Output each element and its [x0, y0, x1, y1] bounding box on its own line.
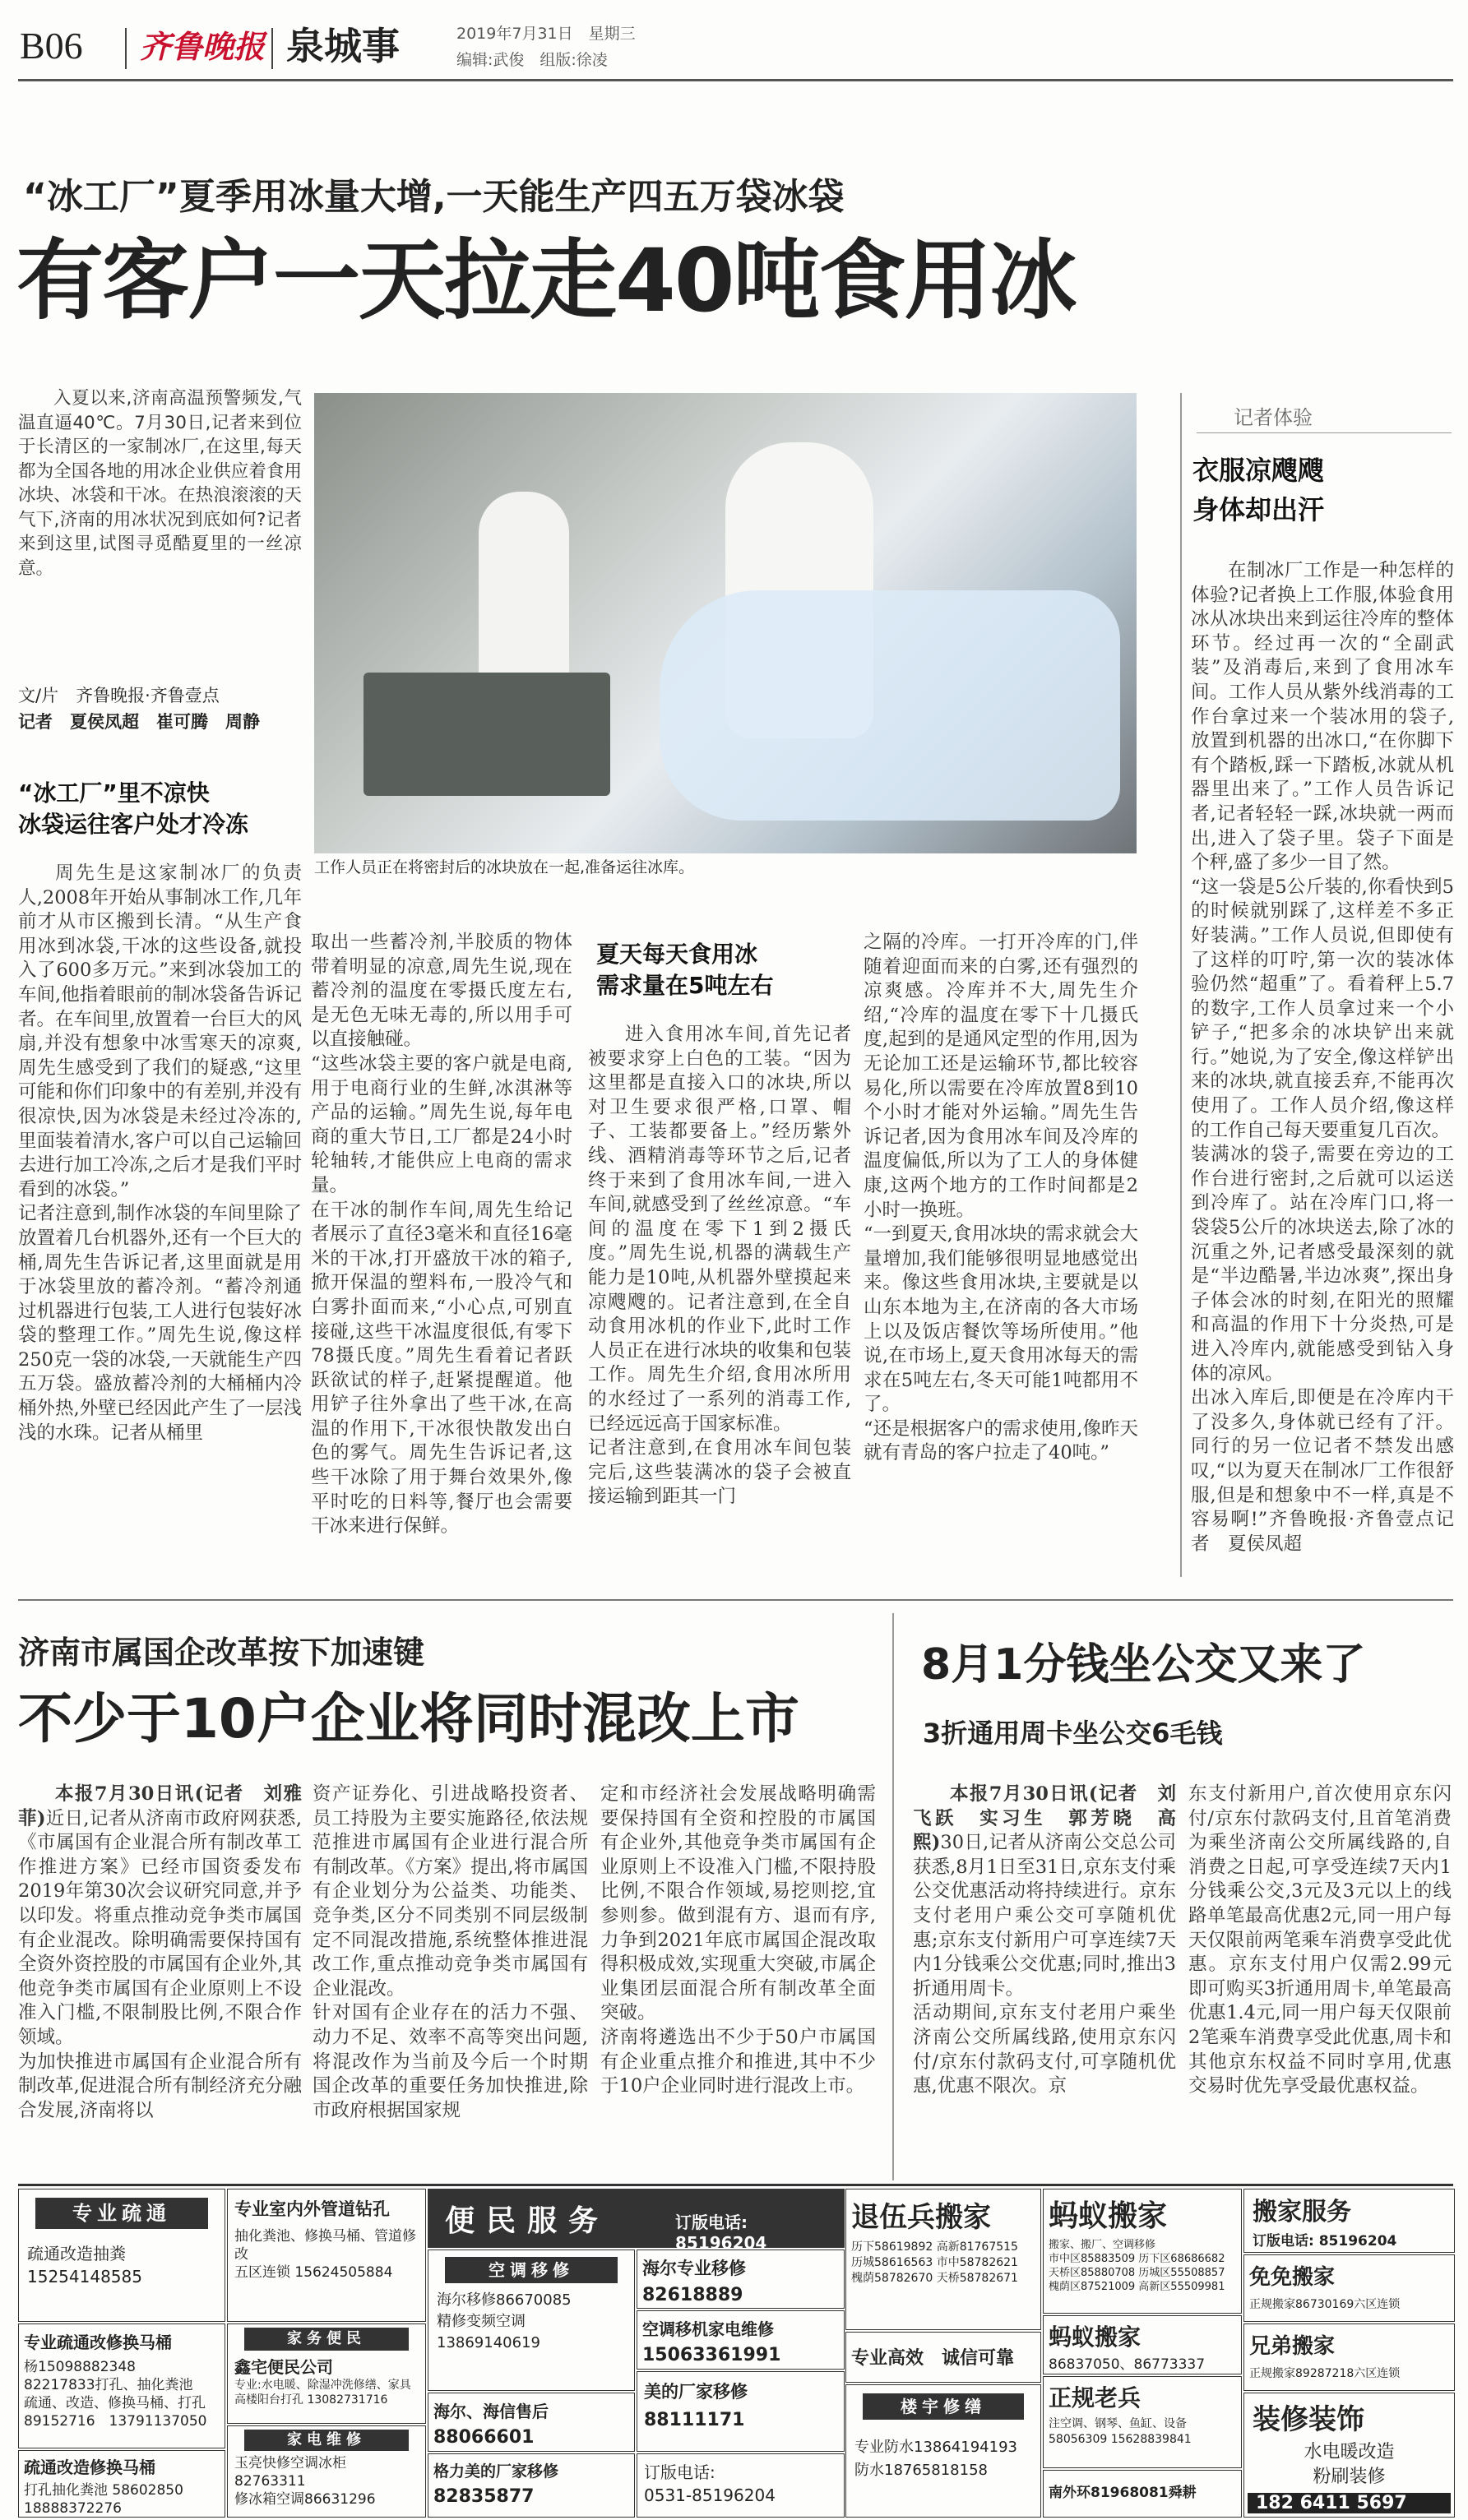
story1-column-3: 进入食用冰车间,首先记者被要求穿上白色的工装。“因为这里都是直接入口的冰块,所以对卫生要求很严格,口罩、帽子、工装都要备上。”经历紫外线、酒精消毒等环节之后,记者终于来到了食用冰车间,一进入车间,就感受到了丝丝凉意。“车间的温度在零下1到2摄氏度。”周先生说,机器的满载生产能力是10吨,从机器外壁摸起来凉飕飕的。记者注意到,在全自动食用冰机的作业下,此时工作人员正在进行冰块的收集和包装工作。周先生介绍,食用冰所用的水经过了一系列的消毒工作,已经远远高于国家标准。 记者注意到,在食用冰车间包装完后,这些装满冰的袋子会被直接运输到距其一门 — [588, 1024, 851, 1508]
ad-title: 海尔、海信售后 — [433, 2402, 549, 2421]
ad-text: 海尔移修86670085 精修变频空调 13869140619 — [437, 2291, 572, 2351]
story2-column-1 — [18, 1782, 302, 2177]
ad-free-movers — [1243, 2254, 1455, 2322]
ad-gree — [428, 2453, 635, 2518]
ad-brothers-movers — [1243, 2323, 1455, 2391]
ad-convenience-header — [428, 2189, 845, 2253]
issue-date: 2019年7月31日 星期三 — [456, 25, 636, 43]
ad-title: 正规老兵 — [1049, 2384, 1142, 2411]
masthead-divider — [125, 28, 127, 69]
sidebar-tag: 记者体验 — [1234, 406, 1313, 429]
ad-title: 免免搬家 — [1249, 2265, 1336, 2290]
ad-text: 正规搬家89287218六区连锁 — [1249, 2367, 1401, 2380]
ad-title: 海尔专业移修 — [642, 2259, 746, 2278]
story3-headline: 8月1分钱坐公交又来了 — [921, 1640, 1366, 1690]
story1-column-2: 取出一些蓄冷剂,半胶质的物体带着明显的凉意,周先生说,现在蓄冷剂的温度在零摄氏度左右,是无色无味无毒的,所以用手可以直接触碰。 “这些冰袋主要的客户就是电商,用于电商行业的生鲜,冰淇淋等产品的运输。”周先生说,每年电商的重大节日,工厂都是24小时轮轴转,才能供应上电商的需求量。 在干冰的制作车间,周先生给记者展示了直径3毫米和直径16毫米的干冰,打开盛放干冰的箱子,掀开保温的塑料布,一股冷气和白雾扑面而来,“小心点,可别直接碰,这些干冰温度很低,有零下78摄氏度。”周先生看着记者跃跃欲试的样子,赶紧提醒道。他用铲子往外拿出了些干冰,在高温的作用下,干冰很快散发出白色的雾气。周先生告诉记者,这些干冰除了用于舞台效果外,像平时吃的日料等,餐厅也会需要干冰来进行保鲜。 — [311, 932, 572, 1537]
story2-column-1-text: 近日,记者从济南市政府网获悉,《市属国有企业混合所有制改革工作推进方案》已经市国资委发布2019年第30次会议研究同意,并予以印发。将重点推动竞争类市属国有企业混改。除明确需要保持国有全资外资控股的市属国有企业外,其他竞争类市属国有企业原则上不设准入门槛,不限制股比例,不限合作领域。 为加快推进市属国有企业混合所有制改革,促进混合所有制经济充分融合发展,济南将以 — [18, 1807, 302, 2121]
ad-text: 打孔抽化粪池 58602850 18888372276 — [24, 2482, 183, 2517]
section-divider — [18, 1599, 1453, 1601]
ad-tag: 专业疏通 — [35, 2198, 208, 2229]
ads-divider — [18, 2184, 1453, 2186]
ad-title: 兄弟搬家 — [1249, 2334, 1336, 2359]
story2-kicker: 济南市属国企改革按下加速键 — [18, 1635, 425, 1671]
ad-title: 退伍兵搬家 — [851, 2201, 991, 2234]
ad-title: 鑫宅便民公司 — [234, 2357, 333, 2377]
subhead-1: “冰工厂”里不凉快 冰袋运往客户处才冷冻 — [18, 779, 249, 838]
ad-pipe-drilling — [227, 2189, 426, 2322]
ad-text: 抽化粪池、修换马桶、管道修改 五区连锁 15624505884 — [234, 2228, 416, 2281]
ad-haier — [637, 2250, 845, 2309]
story2-headline: 不少于10户企业将同时混改上市 — [18, 1687, 799, 1750]
ad-phone: 82835877 — [433, 2486, 535, 2507]
ad-text: 订版电话: 0531-85196204 — [644, 2462, 776, 2505]
paper-logo: 齐鲁晚报 — [140, 29, 266, 65]
byline-1: 文/片 齐鲁晚报·齐鲁壹点 — [18, 686, 220, 705]
section-title: 泉城事 — [286, 24, 400, 68]
ad-phone: 88066601 — [433, 2427, 535, 2448]
photo-ice-bags — [660, 590, 1120, 821]
ad-tag: 空调移修 — [445, 2257, 618, 2283]
story3-column-2: 东支付新用户,首次使用京东闪付/京东付款码支付,且首笔消费为乘坐济南公交所属线路的,自消费之日起,可享受连续7天内1分钱乘公交,3元及3元以上的线路单笔最高优惠2元,同一用户每天仅限前两笔乘车消费享受此优惠。京东支付用户仅需2.99元即可购买3折通用周卡,单笔最高优惠1.4元,同一用户每天仅限前2笔乘车消费享受此优惠,周卡和其他京东权益不同时享用,优惠交易时优先享受最优惠权益。 — [1188, 1783, 1452, 2097]
ad-professional — [845, 2332, 1041, 2383]
ad-text: 历下58619892 高新81767515 历城58616563 市中58782621 槐荫58782670 天桥58782671 — [851, 2240, 1018, 2285]
editor-credit: 编辑:武俊 组版:徐凌 — [456, 51, 608, 69]
story3-lead: 本报7月30日讯(记者 刘飞跃 实习生 郭芳晓 高熙) — [913, 1783, 1176, 1854]
ad-text: 专业防水13864194193 防水18765818158 — [854, 2439, 1017, 2479]
ad-text: 玉亮快修空调冰柜 82763311 修冰箱空调86631296 — [234, 2455, 376, 2508]
sidebar-divider — [1180, 393, 1182, 1577]
ad-phone: 82618889 — [642, 2285, 743, 2305]
ad-text: 正规搬家86730169六区连锁 — [1249, 2298, 1401, 2311]
story2-lead: 本报7月30日讯(记者 刘雅菲) — [18, 1783, 302, 1829]
ad-title: 美的厂家移修 — [644, 2382, 748, 2402]
ad-tag: 家务便民 — [244, 2328, 409, 2351]
ad-text: 专业:水电暖、除湿冲洗修缮、家具 高楼阳台打孔 13082731716 — [234, 2379, 411, 2407]
ad-title: 装修装饰 — [1253, 2403, 1364, 2436]
ad-title: 空调移机家电维修 — [642, 2319, 774, 2339]
ad-text: 水电暖改造 粉刷装修 — [1304, 2442, 1395, 2487]
ad-appliance-repair — [227, 2425, 426, 2518]
ad-dredging — [18, 2189, 225, 2322]
ad-title: 蚂蚁搬家 — [1049, 2323, 1142, 2351]
sidebar-tag-rule — [1197, 432, 1452, 433]
story2-column-2: 资产证券化、引进战略投资者、员工持股为主要实施路径,依法规范推进市属国有企业进行混合所有制改革。《方案》提出,将市属国有企业划分为公益类、功能类、竞争类,区分不同类别不同层级制定不同混改措施,系统整体推进混改工作,重点推动竞争类市属国有企业混改。 针对国有企业存在的活力不强、动力不足、效率不高等突出问题,将混改作为当前及今后一个时期国企改革的重要任务加快推进,除市政府根据国家规 — [313, 1783, 588, 2121]
ad-veteran-movers — [845, 2189, 1041, 2330]
ad-text: 86837050、86773337 — [1049, 2356, 1206, 2373]
ad-toilet-repair — [18, 2323, 225, 2448]
photo-machine — [364, 673, 610, 796]
ad-toilet-dredging — [18, 2450, 225, 2518]
ad-text: 杨15098882348 82217833打孔、抽化粪池 疏通、改造、修换马桶、打孔 89152716 13791137050 — [24, 2359, 207, 2430]
ad-home-service — [227, 2323, 426, 2424]
photo-caption: 工作人员正在将密封后的冰块放在一起,准备运往冰库。 — [314, 855, 1137, 877]
ad-title: 搬家服务 — [1253, 2198, 1351, 2226]
ad-ant-movers — [1043, 2189, 1242, 2314]
story1-column-4: 之隔的冷库。一打开冷库的门,伴随着迎面而来的白雾,还有强烈的凉爽感。冷库并不大,周先生介绍,“冷库的温度在零下十几摄氏度,起到的是通风定型的作用,因为无论加工还是运输环节,都比较容易化,所以需要在冷库放置8到10个小时才能对外运输。”周先生告诉记者,因为食用冰车间及冷库的温度偏低,所以为了工人的身体健康,这两个地方的工作时间都是2小时一换班。 “一到夏天,食用冰块的需求就会大量增加,我们能够很明显地感觉出来。像这些食用冰块,主要就是以山东本地为主,在济南的各大市场上以及饭店餐饮等场所使用。”他说,在市场上,夏天食用冰每天的需求在5吨左右,冬天可能1吨都用不了。 “还是根据客户的需求使用,像昨天就有青岛的客户拉走了40吨。” — [864, 932, 1138, 1464]
story1-headline: 有客户一天拉走40吨食用冰 — [16, 230, 1076, 331]
ad-phone: 15063361991 — [642, 2345, 781, 2365]
ad-title: 便民服务 — [445, 2204, 610, 2238]
ad-tag: 家电维修 — [244, 2430, 409, 2451]
ad-title: 格力美的厂家移修 — [433, 2462, 559, 2481]
ad-order-phone — [637, 2453, 845, 2518]
byline-2: 记者 夏侯凤超 崔可腾 周静 — [18, 712, 260, 732]
story3-subhead: 3折通用周卡坐公交6毛钱 — [923, 1718, 1223, 1749]
ad-title: 蚂蚁搬家 — [1049, 2199, 1168, 2233]
ad-title: 疏通改造修换马桶 — [24, 2458, 155, 2477]
header-rule — [18, 79, 1453, 81]
story3-column-1-text: 30日,记者从济南公交总公司获悉,8月1日至31日,京东支付乘公交优惠活动将持续进行。京东支付老用户乘公交可享随机优惠;京东支付新用户可享连续7天内1分钱乘公交优惠;同时,推出3折通用周卡。 活动期间,京东支付老用户乘坐济南公交所属线路,使用京东闪付/京东付款码支付,可享随机优惠,优惠不限次。京 — [913, 1832, 1176, 2097]
page-number: B06 — [20, 25, 83, 67]
ad-waterproof — [845, 2384, 1041, 2518]
ad-text: 注空调、钢琴、鱼缸、设备 58056309 15628839841 — [1049, 2417, 1192, 2446]
ad-title: 专业室内外管道钻孔 — [234, 2199, 390, 2219]
ad-phone: 182 6411 5697 — [1248, 2493, 1451, 2513]
ad-aircon-move — [637, 2310, 845, 2370]
ad-midea — [637, 2371, 845, 2452]
story2-column-3: 定和市经济社会发展战略明确需要保持国有全资和控股的市属国有企业外,其他竞争类市属国有企业原则上不设准入门槛,不限持股比例,不限合作领域,易挖则挖,宜参则参。做到混有方、退而有序,力争到2021年底市属国企混改取得积极成效,实现重大突破,市属企业集团层面混合所有制改革全面突破。 济南将遴选出不少于50户市属国有企业重点推介和推进,其中不少于10户企业同时进行混改上市。 — [600, 1783, 876, 2097]
ad-decoration — [1243, 2393, 1455, 2518]
sidebar-body: 在制冰厂工作是一种怎样的体验?记者换上工作服,体验食用冰从冰块出来到运往冷库的整体环节。经过再一次的“全副武装”及消毒后,来到了食用冰车间。工作人员从紫外线消毒的工作台拿过来一个装冰用的袋子,放置到机器的出冰口,“在你脚下有个踏板,踩一下踏板,冰就从机器里出来了。”工作人员告诉记者,记者轻轻一踩,冰块就一两而出,进入了袋子里。袋子下面是个秤,盛了多少一目了然。 “这一袋是5公斤装的,你看快到5的时候就别踩了,这样差不多正好装满。”工作人员说,但即使有了这样的叮咛,第一次的装冰体验仍然“超重”了。看着秤上5.7的数字,工作人员拿过来一个小铲子,“把多余的冰块铲出来就行。”她说,为了安全,像这样铲出来的冰块,就直接丢弃,不能再次使用了。工作人员介绍,像这样的工作自己每天要重复几百次。 装满冰的袋子,需要在旁边的工作台进行密封,之后就可以运送到冷库了。站在冷库门口,将一袋袋5公斤的冰块送去,除了冰的沉重之外,记者感受最深刻的就是“半边酷暑,半边冰爽”,探出身子体会冰的时刻,在阳光的照耀和高温的作用下十分炎热,可是进入冷库内,就能感受到钻入身体的凉风。 出冰入库后,即便是在冷库内干了没多久,身体就已经有了汗。同行的另一位记者不禁发出感叹,“以为夏天在制冰厂工作很舒服,但是和想象中不一样,真是不容易啊!”齐鲁晚报·齐鲁壹点记者 夏侯凤超 — [1191, 560, 1454, 1555]
ad-haier-hisense — [428, 2393, 635, 2452]
ad-regular-veteran — [1043, 2376, 1242, 2468]
ad-title: 专业高效 诚信可靠 — [851, 2348, 1015, 2369]
masthead-divider — [271, 28, 273, 69]
story3-column-1 — [913, 1782, 1176, 2177]
ad-phone: 订版电话: 85196204 — [675, 2213, 767, 2253]
ad-title: 专业疏通改修换马桶 — [24, 2333, 172, 2352]
ad-text: 搬家、搬厂、空调移修 市中区85883509 历下区68686682 天桥区85880708 历城区55508857 槐荫区87521009 高新区55509981 — [1049, 2239, 1225, 2293]
ad-tag: 楼宇修缮 — [863, 2393, 1024, 2420]
story-divider — [892, 1613, 894, 2180]
ad-aircon — [428, 2250, 635, 2391]
story1-lead: 入夏以来,济南高温预警频发,气温直逼40℃。7月30日,记者来到位于长清区的一家制冰厂,在这里,每天都为全国各地的用冰企业供应着食用冰块、冰袋和干冰。在热浪滚滚的天气下,济南的用冰状况到底如何?记者来到这里,试图寻觅酷夏里的一丝凉意。 — [18, 388, 302, 579]
subhead-2: 夏天每天食用冰 需求量在5吨左右 — [596, 941, 774, 999]
story1-column-1: 周先生是这家制冰厂的负责人,2008年开始从事制冰工作,几年前才从市区搬到长清。“从生产食用冰到冰袋,干冰的这些设备,就投入了600多万元。”来到冰袋加工的车间,他指着眼前的制冰袋备告诉记者。在车间里,放置着一台巨大的风扇,并没有想象中冰雪寒天的凉爽,周先生感受到了我们的疑惑,“这里可能和你们印象中的有差别,并没有很凉快,因为冰袋是未经过冷冻的,里面装着清水,客户可以自己运输回去进行加工冷冻,之后才是我们平时看到的冰袋。” 记者注意到,制作冰袋的车间里除了放置着几台机器外,还有一个巨大的桶,周先生告诉记者,这里面就是用于冰袋里放的蓄冷剂。“蓄冷剂通过机器进行包装,工人进行包装好冰袋的整理工作。”周先生说,像这样250克一袋的冰袋,一天就能生产四五万袋。盛放蓄冷剂的大桶桶内冷桶外热,外壁已经因此产生了一层浅浅的水珠。记者从桶里 — [18, 862, 302, 1444]
story1-kicker: “冰工厂”夏季用冰量大增,一天能生产四五万袋冰袋 — [23, 176, 845, 218]
ad-text: 疏通改造抽粪 15254148585 — [27, 2244, 142, 2286]
news-photo — [314, 393, 1137, 876]
ad-phone: 88111171 — [644, 2410, 745, 2430]
ad-text: 南外环81968081舜耕 — [1049, 2485, 1197, 2501]
ad-south-ring — [1043, 2470, 1242, 2518]
sidebar-title: 衣服凉飕飕 身体却出汗 — [1192, 455, 1325, 525]
ad-ant-movers-2 — [1043, 2315, 1242, 2374]
ad-phone: 订版电话: 85196204 — [1253, 2233, 1397, 2250]
ad-moving-service-header — [1243, 2189, 1455, 2253]
